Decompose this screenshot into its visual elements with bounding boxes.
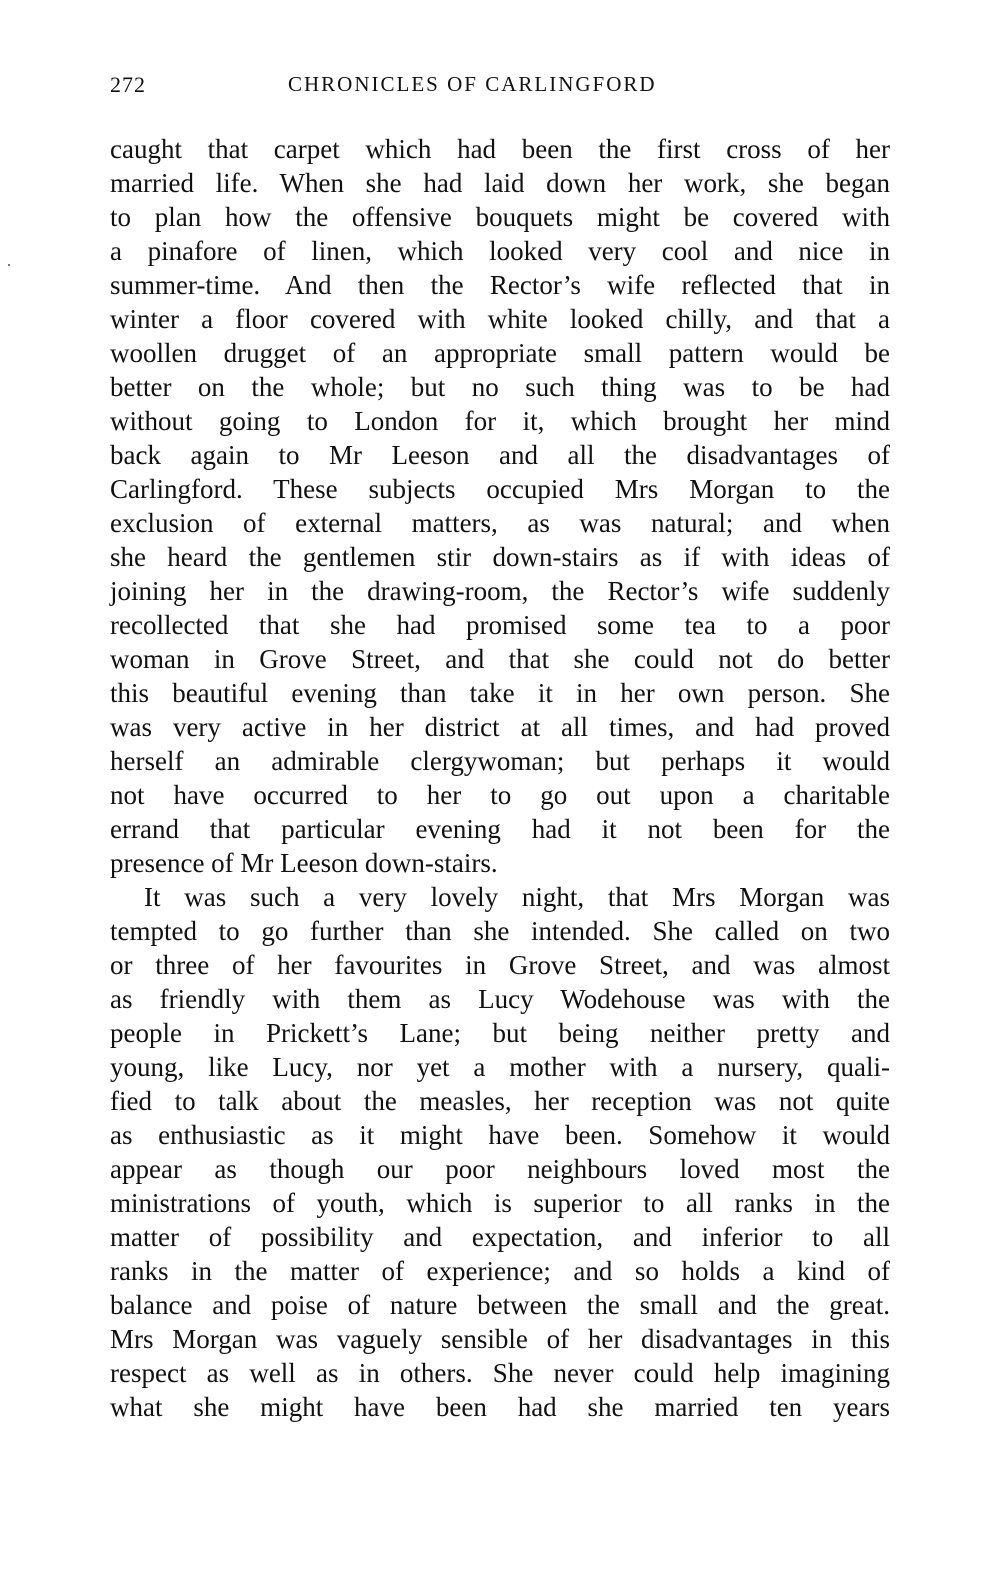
text-line: better on the whole; but no such thing was to be had	[110, 372, 890, 402]
text-line: errand that particular evening had it not been for the	[110, 814, 890, 844]
text-line: matter of possibility and expectation, and inferior to all	[110, 1222, 890, 1252]
text-line: Carlingford. These subjects occupied Mrs Morgan to the	[110, 474, 890, 504]
text-line: Mrs Morgan was vaguely sensible of her disadvantages in this	[110, 1324, 890, 1354]
text-line: or three of her favourites in Grove Street, and was almost	[110, 950, 890, 980]
text-line: to plan how the offensive bouquets might be covered with	[110, 202, 890, 232]
margin-speck	[8, 264, 10, 266]
text-line: appear as though our poor neighbours loved most the	[110, 1154, 890, 1184]
text-line: this beautiful evening than take it in her own person. She	[110, 678, 890, 708]
text-line: a pinafore of linen, which looked very cool and nice in	[110, 236, 890, 266]
text-line: joining her in the drawing-room, the Rector’s wife suddenly	[110, 576, 890, 606]
text-line: married life. When she had laid down her work, she began	[110, 168, 890, 198]
paragraph-start-line: It was such a very lovely night, that Mrs Morgan was	[144, 882, 890, 912]
text-line: without going to London for it, which brought her mind	[110, 406, 890, 436]
text-line: respect as well as in others. She never could help imagining	[110, 1358, 890, 1388]
text-line: balance and poise of nature between the small and the great.	[110, 1290, 890, 1320]
text-line: ranks in the matter of experience; and so holds a kind of	[110, 1256, 890, 1286]
text-line: as enthusiastic as it might have been. Somehow it would	[110, 1120, 890, 1150]
text-line: people in Prickett’s Lane; but being neither pretty and	[110, 1018, 890, 1048]
text-line: recollected that she had promised some tea to a poor	[110, 610, 890, 640]
text-line: young, like Lucy, nor yet a mother with a nursery, quali-	[110, 1052, 890, 1082]
text-line: exclusion of external matters, as was natural; and when	[110, 508, 890, 538]
text-line: caught that carpet which had been the first cross of her	[110, 134, 890, 164]
text-line: what she might have been had she married ten years	[110, 1392, 890, 1422]
running-head	[110, 72, 890, 102]
body-text	[110, 132, 890, 1424]
text-line: back again to Mr Leeson and all the disadvantages of	[110, 440, 890, 470]
text-line: not have occurred to her to go out upon a charitable	[110, 780, 890, 810]
text-line: woman in Grove Street, and that she could not do better	[110, 644, 890, 674]
text-line: herself an admirable clergywoman; but perhaps it would	[110, 746, 890, 776]
text-line: woollen drugget of an appropriate small pattern would be	[110, 338, 890, 368]
running-title: CHRONICLES OF CARLINGFORD	[288, 72, 657, 96]
text-line: fied to talk about the measles, her reception was not quite	[110, 1086, 890, 1116]
text-line: winter a floor covered with white looked chilly, and that a	[110, 304, 890, 334]
paragraph-end-line: presence of Mr Leeson down-stairs.	[110, 848, 498, 878]
text-line: she heard the gentlemen stir down-stairs as if with ideas of	[110, 542, 890, 572]
text-line: was very active in her district at all times, and had proved	[110, 712, 890, 742]
text-line: ministrations of youth, which is superior to all ranks in the	[110, 1188, 890, 1218]
page-number: 272	[110, 72, 146, 97]
text-line: summer-time. And then the Rector’s wife reflected that in	[110, 270, 890, 300]
text-line: tempted to go further than she intended. She called on two	[110, 916, 890, 946]
text-line: as friendly with them as Lucy Wodehouse was with the	[110, 984, 890, 1014]
